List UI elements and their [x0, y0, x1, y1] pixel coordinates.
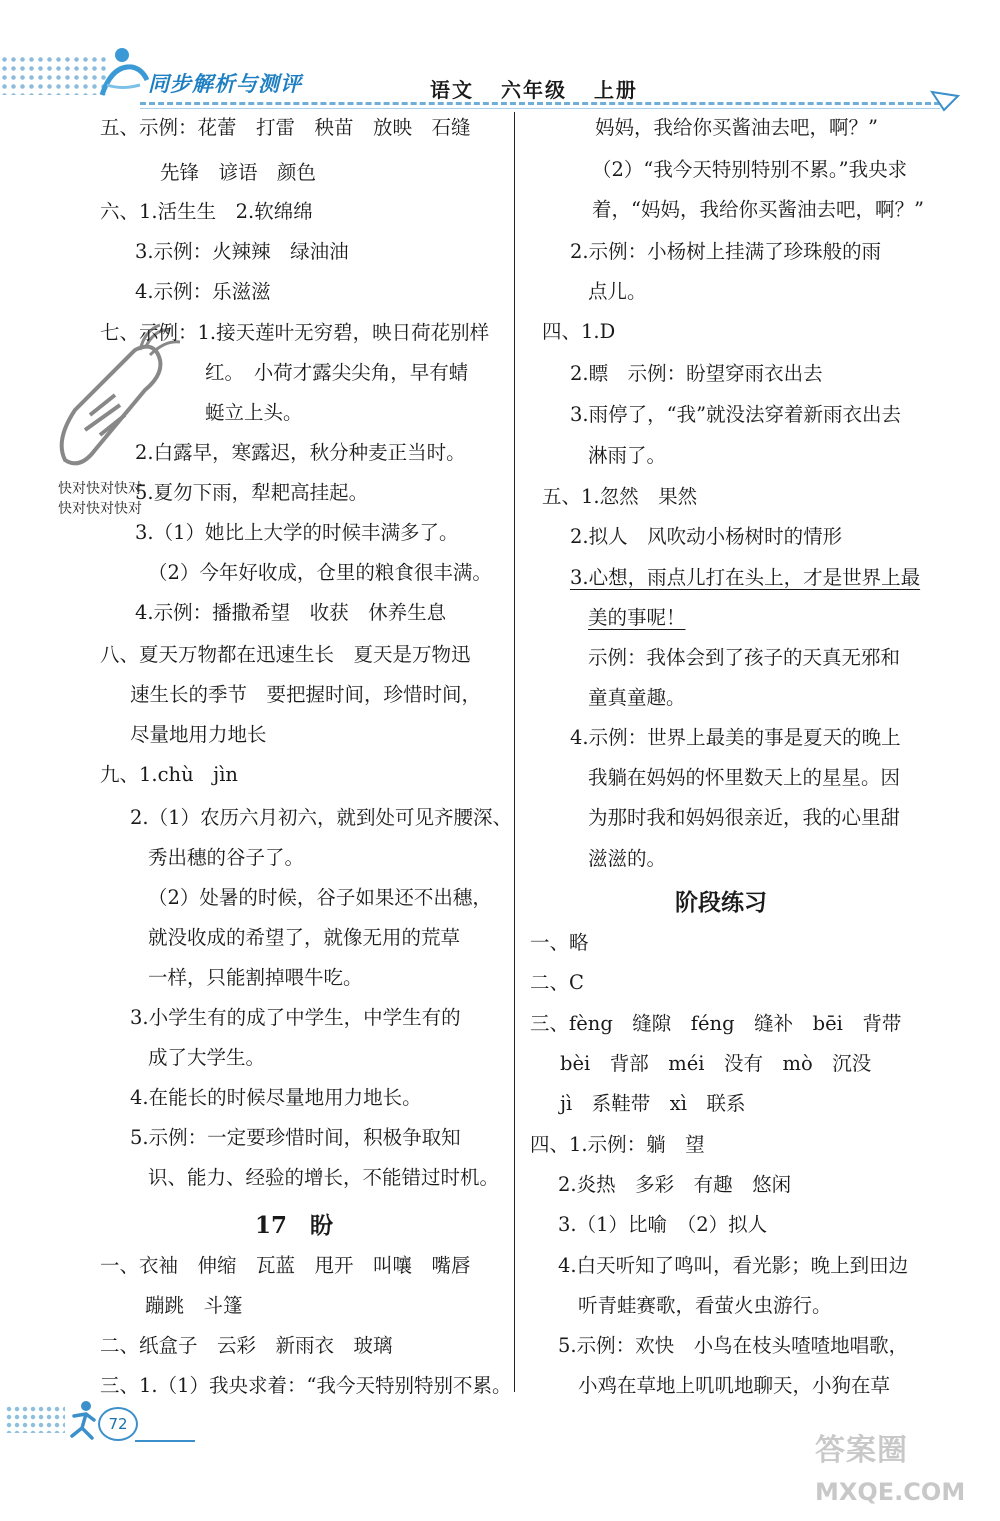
left-answer-line: 4.示例：播撒希望 收获 休养生息 — [135, 601, 447, 624]
right-answer-line: 着，“妈妈，我给你买酱油去吧，啊？” — [592, 198, 924, 221]
right-answer-line: 3.（1）比喻 （2）拟人 — [558, 1213, 768, 1236]
right-answer-line: 2.瞟 示例：盼望穿雨衣出去 — [570, 362, 823, 385]
left-answer-line: 六、1.活生生 2.软绵绵 — [100, 200, 313, 223]
right-answer-line: 二、C — [530, 971, 584, 994]
left-answer-line: 蹦跳 斗篷 — [145, 1294, 243, 1317]
right-answer-line: 4.示例：世界上最美的事是夏天的晚上 — [570, 726, 901, 749]
left-answer-line: 2.（1）农历六月初六，就到处可见齐腰深、 — [130, 806, 513, 829]
left-answer-line: 5.示例：一定要珍惜时间，积极争取知 — [130, 1126, 461, 1149]
page-header — [0, 0, 1000, 120]
header-dashed-rule — [140, 102, 940, 105]
page-number: 72 — [98, 1407, 138, 1441]
left-answer-line: 七、示例：1.接天莲叶无穷碧，映日荷花别样 — [100, 321, 490, 344]
right-answer-line: 3.心想，雨点儿打在头上，才是世界上最 — [570, 566, 921, 589]
footer-rule — [135, 1440, 195, 1442]
right-answer-line: 四、1.示例：躺 望 — [530, 1133, 705, 1156]
right-answer-line: 一、略 — [530, 931, 589, 954]
lesson-title: 17 盼 — [255, 1212, 334, 1239]
runner-figure-icon — [66, 1400, 100, 1440]
left-answer-line: 三、1.（1）我央求着：“我今天特别特别不累。 — [100, 1374, 512, 1397]
left-answer-line: 4.在能长的时候尽量地用力地长。 — [130, 1086, 422, 1109]
right-answer-line: 淋雨了。 — [588, 444, 667, 467]
right-answer-line: （2）“我今天特别特别不累。”我央求 — [592, 158, 908, 181]
right-answer-line: 五、1.忽然 果然 — [542, 485, 698, 508]
left-answer-line: 先锋 谚语 颜色 — [160, 161, 317, 184]
grade-label: 六年级 — [500, 78, 567, 102]
subject-label: 语文 — [430, 78, 474, 102]
left-answer-line: 五、示例：花蕾 打雷 秧苗 放映 石缝 — [100, 116, 471, 139]
left-answer-line: 速生长的季节 要把握时间，珍惜时间， — [130, 683, 482, 706]
right-answer-line: 4.白天听知了鸣叫，看光影；晚上到田边 — [558, 1254, 909, 1277]
right-answer-line: 5.示例：欢快 小鸟在枝头喳喳地唱歌， — [558, 1334, 909, 1357]
watermark-url: MXQE.COM — [815, 1478, 966, 1506]
right-answer-line: 四、1.D — [542, 320, 616, 343]
column-divider — [514, 112, 515, 1392]
left-answer-line: 成了大学生。 — [148, 1046, 266, 1069]
right-answer-line: 我躺在妈妈的怀里数天上的星星。因 — [588, 766, 901, 789]
footer-dot-pattern — [5, 1405, 65, 1433]
right-answer-line: 三、fèng 缝隙 féng 缝补 bēi 背带 — [530, 1012, 902, 1035]
left-answer-line: （2）处暑的时候，谷子如果还不出穗， — [148, 886, 492, 909]
stamp-text-line1: 快对快对快对 — [58, 481, 142, 497]
left-answer-line: 八、夏天万物都在迅速生长 夏天是万物迅 — [100, 643, 471, 666]
right-answer-line: bèi 背部 méi 没有 mò 沉没 — [560, 1052, 872, 1075]
left-answer-line: 红。 小荷才露尖尖角，早有蜻 — [205, 361, 469, 384]
right-answer-line: 美的事呢！ — [588, 606, 686, 629]
right-answer-line: 听青蛙赛歌，看萤火虫游行。 — [578, 1294, 832, 1317]
right-answer-line: 小鸡在草地上叽叽地聊天，小狗在草 — [578, 1374, 891, 1397]
watermark-logo: 答案圈 — [815, 1433, 908, 1468]
left-answer-line: （2）今年好收成，仓里的粮食很丰满。 — [148, 561, 492, 584]
subject-info — [430, 74, 656, 103]
left-answer-line: 3.（1）她比上大学的时候丰满多了。 — [135, 521, 459, 544]
runner-logo-icon — [92, 45, 152, 100]
left-answer-line: 2.白露早，寒露迟，秋分种麦正当时。 — [135, 441, 466, 464]
volume-label: 上册 — [593, 78, 638, 102]
left-answer-line: 3.小学生有的成了中学生，中学生有的 — [130, 1006, 461, 1029]
left-answer-line: 二、纸盒子 云彩 新雨衣 玻璃 — [100, 1334, 393, 1357]
left-answer-line: 一、衣袖 伸缩 瓦蓝 甩开 叫嚷 嘴唇 — [100, 1254, 471, 1277]
right-answer-line: 滋滋的。 — [588, 847, 667, 870]
left-answer-line: 识、能力、经验的增长，不能错过时机。 — [148, 1166, 500, 1189]
right-answer-line: 妈妈，我给你买酱油去吧，啊？” — [595, 116, 878, 139]
left-answer-line: 九、1.chù jìn — [100, 763, 238, 786]
right-answer-line: jì 系鞋带 xì 联系 — [560, 1092, 746, 1115]
left-answer-line: 就没收成的希望了，就像无用的荒草 — [148, 926, 461, 949]
right-answer-line: 示例：我体会到了孩子的天真无邪和 — [588, 646, 901, 669]
right-answer-line: 2.拟人 风吹动小杨树时的情形 — [570, 525, 843, 548]
left-answer-line: 秀出穗的谷子了。 — [148, 846, 305, 869]
right-answer-line: 点儿。 — [588, 280, 647, 303]
left-answer-line: 一样，只能割掉喂牛吃。 — [148, 966, 363, 989]
left-answer-line: 尽量地用力地长 — [130, 723, 267, 746]
book-title: 同步解析与测评 — [148, 72, 302, 96]
left-answer-line: 蜓立上头。 — [205, 401, 303, 424]
section-title: 阶段练习 — [675, 889, 767, 916]
right-answer-line: 为那时我和妈妈很亲近，我的心里甜 — [588, 806, 901, 829]
paper-plane-icon — [930, 88, 960, 112]
right-answer-line: 2.示例：小杨树上挂满了珍珠般的雨 — [570, 240, 882, 263]
left-answer-line: 5.夏勿下雨，犁耙高挂起。 — [135, 481, 369, 504]
right-answer-line: 2.炎热 多彩 有趣 悠闲 — [558, 1173, 792, 1196]
right-answer-line: 童真童趣。 — [588, 686, 686, 709]
left-answer-line: 3.示例：火辣辣 绿油油 — [135, 240, 349, 263]
right-answer-line: 3.雨停了，“我”就没法穿着新雨衣出去 — [570, 403, 902, 426]
header-rule — [140, 108, 940, 109]
left-answer-line: 4.示例：乐滋滋 — [135, 280, 271, 303]
stamp-text-line2: 快对快对快对 — [58, 501, 142, 517]
